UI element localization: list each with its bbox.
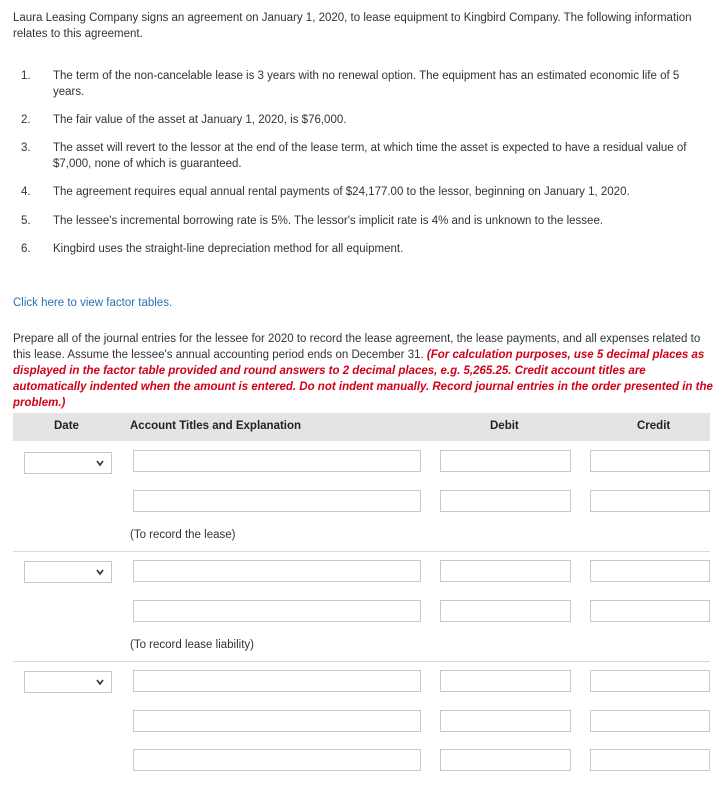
entry-divider [13,551,710,552]
credit-input[interactable] [590,670,710,692]
list-item-number: 1. [21,70,31,82]
account-title-input[interactable] [133,560,421,582]
credit-header: Credit [637,420,671,432]
debit-input[interactable] [440,600,571,622]
date-select[interactable] [24,452,112,474]
list-item-text: The agreement requires equal annual rental payments of $24,177.00 to the lessor, beginning on January 1, 2020. [53,186,630,198]
chevron-down-icon [95,677,105,687]
date-select[interactable] [24,561,112,583]
date-select[interactable] [24,671,112,693]
instructions-note: (For calculation purposes, use 5 decimal places as displayed in the factor table provided and round answers to 2 decimal places, e.g. 5,265.25. Credit account titles are automatically indented when the amount is entered. Do not indent manually. Record journal entries in the order presented in the problem.) [13,349,713,409]
list-item-text: The lessee's incremental borrowing rate is 5%. The lessor's implicit rate is 4% and is unknown to the lessee. [53,215,604,227]
instructions-text: Prepare all of the journal entries for the lessee for 2020 to record the lease agreement, the lease payments, and all expenses related to this lease. Assume the lessee's annual accounting period ends on December 31. [13,333,701,361]
chevron-down-icon [95,567,105,577]
credit-input[interactable] [590,600,710,622]
credit-input[interactable] [590,560,710,582]
entry-divider [13,661,710,662]
debit-input[interactable] [440,450,571,472]
list-item-text: The term of the non-cancelable lease is 3 years with no renewal option. The equipment has an estimated economic life of 5 years. [53,70,680,98]
debit-input[interactable] [440,749,571,771]
list-item-number: 5. [21,215,31,227]
entry-explanation: (To record the lease) [130,529,236,541]
list-item-text: Kingbird uses the straight-line depreciation method for all equipment. [53,243,404,255]
list-item-number: 2. [21,114,31,126]
date-header: Date [54,420,79,432]
factor-tables-link[interactable]: Click here to view factor tables. [13,297,173,309]
chevron-down-icon [95,458,105,468]
list-item-number: 3. [21,142,31,154]
account-title-input[interactable] [133,450,421,472]
account-title-input[interactable] [133,710,421,732]
debit-header: Debit [490,420,519,432]
account-header: Account Titles and Explanation [130,420,302,432]
debit-input[interactable] [440,560,571,582]
problem-intro: Laura Leasing Company signs an agreement on January 1, 2020, to lease equipment to Kingbird Company. The following information relates to this agreement. [13,12,692,40]
account-title-input[interactable] [133,670,421,692]
list-item-number: 4. [21,186,31,198]
credit-input[interactable] [590,749,710,771]
instructions [13,331,713,411]
account-title-input[interactable] [133,490,421,512]
list-item-text: The fair value of the asset at January 1, 2020, is $76,000. [53,114,347,126]
entry-explanation: (To record lease liability) [130,639,254,651]
debit-input[interactable] [440,710,571,732]
credit-input[interactable] [590,450,710,472]
debit-input[interactable] [440,670,571,692]
list-item-text: The asset will revert to the lessor at the end of the lease term, at which time the asset is expected to have a residual value of $7,000, none of which is guaranteed. [53,142,687,170]
account-title-input[interactable] [133,749,421,771]
table-header [13,413,710,441]
list-item-number: 6. [21,243,31,255]
credit-input[interactable] [590,490,710,512]
account-title-input[interactable] [133,600,421,622]
debit-input[interactable] [440,490,571,512]
credit-input[interactable] [590,710,710,732]
